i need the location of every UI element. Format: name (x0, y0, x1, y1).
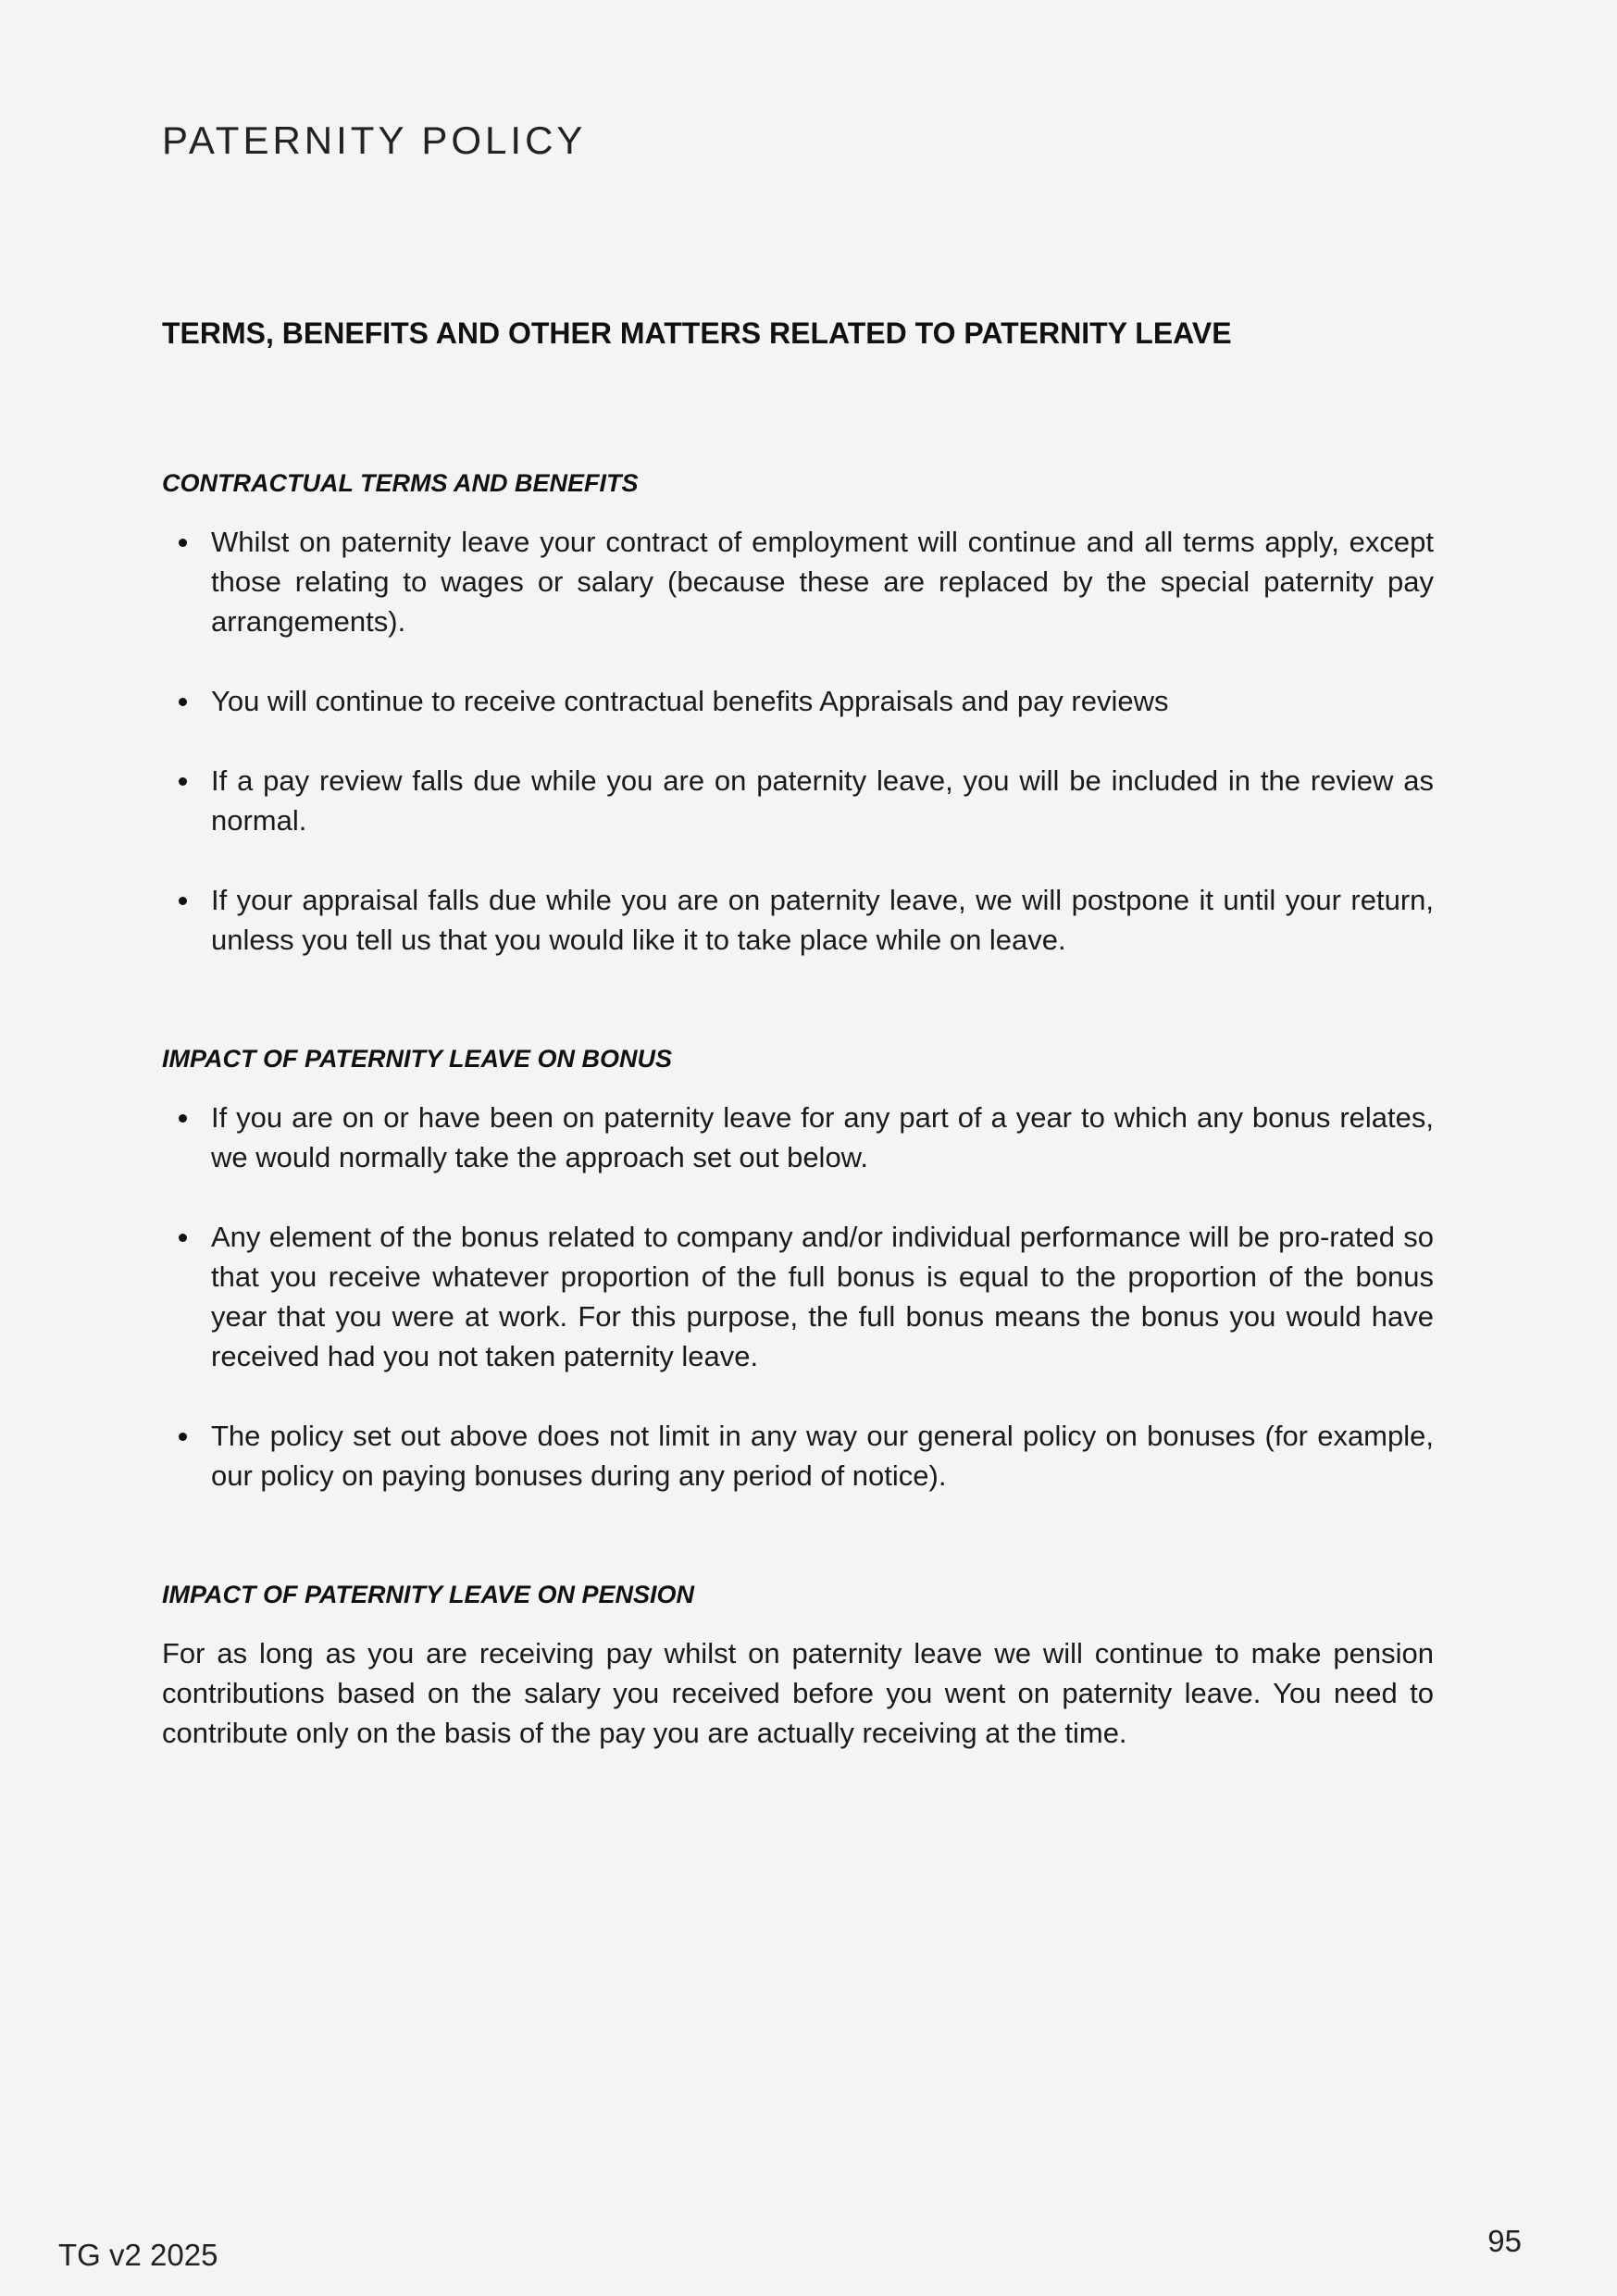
footer-version: TG v2 2025 (58, 2238, 218, 2272)
document-body (162, 313, 1434, 1753)
subheading-pension: IMPACT OF PATERNITY LEAVE ON PENSION (162, 1581, 695, 1608)
section-heading: TERMS, BENEFITS AND OTHER MATTERS RELATED TO PATERNITY LEAVE (162, 316, 1232, 350)
list-item: If a pay review falls due while you are on paternity leave, you will be included in the review as normal. (162, 761, 1434, 840)
list-item: If your appraisal falls due while you are on paternity leave, we will postpone it until your return, unless you tell us that you would like it to take place while on leave. (162, 880, 1434, 960)
list-item: Any element of the bonus related to company and/or individual performance will be pro-rated so that you receive whatever proportion of the full bonus is equal to the proportion of the bonus year that you were at work. For this purpose, the full bonus means the bonus you would have received had you not taken paternity leave. (162, 1217, 1434, 1376)
page-title: PATERNITY POLICY (162, 118, 587, 162)
subheading-bonus: IMPACT OF PATERNITY LEAVE ON BONUS (162, 1045, 673, 1073)
page-number: 95 (1487, 2224, 1522, 2258)
list-item: The policy set out above does not limit in any way our general policy on bonuses (for example, our policy on paying bonuses during any period of notice). (162, 1416, 1434, 1496)
list-item: You will continue to receive contractual benefits Appraisals and pay reviews (162, 681, 1434, 721)
list-item: Whilst on paternity leave your contract of employment will continue and all terms apply, except those relating to wages or salary (because these are replaced by the special paternity pay arrangements). (162, 522, 1434, 641)
contractual-terms-list (162, 522, 1434, 960)
bonus-list (162, 1098, 1434, 1496)
list-item: If you are on or have been on paternity leave for any part of a year to which any bonus relates, we would normally take the approach set out below. (162, 1098, 1434, 1177)
pension-paragraph: For as long as you are receiving pay whilst on paternity leave we will continue to make pension contributions based on the salary you received before you went on paternity leave. You need to contribute only on the basis of the pay you are actually receiving at the time. (162, 1637, 1434, 1749)
subheading-contractual-terms: CONTRACTUAL TERMS AND BENEFITS (162, 469, 639, 497)
